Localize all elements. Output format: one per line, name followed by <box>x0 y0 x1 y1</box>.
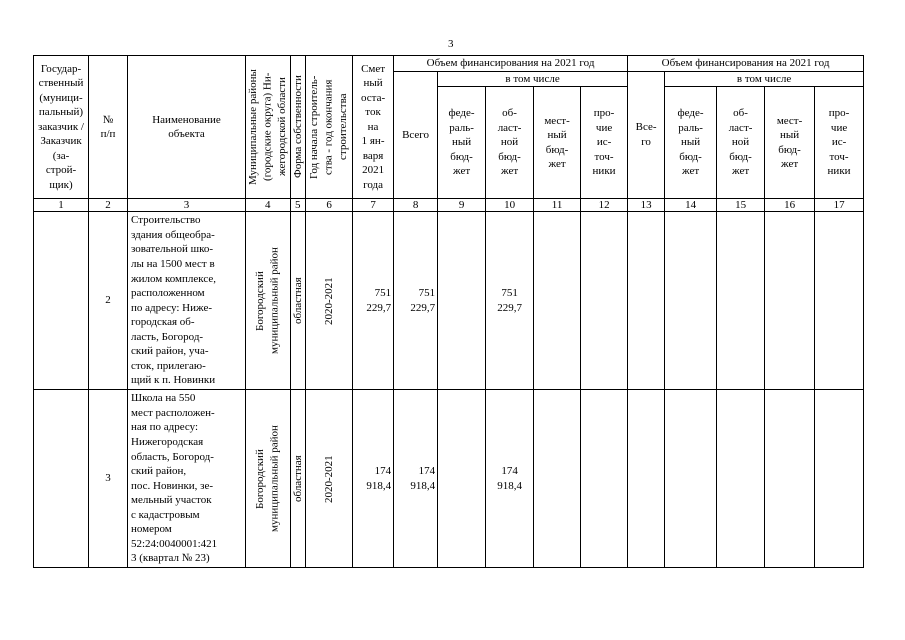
header-years: Год начала строитель- ства - год окончания строительства <box>308 75 350 179</box>
header-municipal-cell <box>246 56 291 199</box>
header-regional-1: об- ласт- ной бюд- жет <box>486 87 534 199</box>
investment-table <box>33 55 864 568</box>
row-total-1: 174 918,4 <box>394 390 438 568</box>
column-number: 17 <box>815 199 864 212</box>
row-municipal: Богородский муниципальный район <box>254 425 281 533</box>
row-regional-1: 174 918,4 <box>486 390 534 568</box>
header-including-1: в том числе <box>438 71 628 87</box>
row-federal-1 <box>438 390 486 568</box>
row-total-1: 751 229,7 <box>394 212 438 390</box>
row-customer <box>34 212 89 390</box>
header-financing-group-1: Объем финансирования на 2021 год <box>394 56 628 72</box>
header-municipal: Муниципальные районы (городские округа) Ни- жегородской области <box>247 69 289 185</box>
row-regional-2 <box>717 390 765 568</box>
row-other-2 <box>815 390 864 568</box>
row-local-2 <box>765 390 815 568</box>
row-local-2 <box>765 212 815 390</box>
column-number: 4 <box>246 199 291 212</box>
column-number-row <box>34 199 864 212</box>
row-object-name: Школа на 550 мест расположен- ная по адресу: Нижегородская область, Богород- ский район, пос. Новинки, зе- мельный участок с кадастровым номером 52:24:0040001:421 3 (квартал № 23) <box>128 390 246 568</box>
row-other-1 <box>581 390 628 568</box>
column-number: 12 <box>581 199 628 212</box>
row-balance: 751 229,7 <box>353 212 394 390</box>
header-local-1: мест- ный бюд- жет <box>534 87 581 199</box>
row-ownership: областная <box>291 455 304 502</box>
row-federal-2 <box>665 212 717 390</box>
column-number: 15 <box>717 199 765 212</box>
column-number: 8 <box>394 199 438 212</box>
row-other-1 <box>581 212 628 390</box>
header-regional-2: об- ласт- ной бюд- жет <box>717 87 765 199</box>
column-number: 9 <box>438 199 486 212</box>
row-other-2 <box>815 212 864 390</box>
header-including-2: в том числе <box>665 71 864 87</box>
row-years: 2020-2021 <box>322 276 335 325</box>
column-number: 7 <box>353 199 394 212</box>
column-number: 13 <box>628 199 665 212</box>
column-number: 16 <box>765 199 815 212</box>
header-number: № п/п <box>89 56 128 199</box>
row-federal-2 <box>665 390 717 568</box>
row-number: 2 <box>89 212 128 390</box>
header-local-2: мест- ный бюд- жет <box>765 87 815 199</box>
row-years: 2020-2021 <box>322 454 335 503</box>
header-financing-group-2: Объем финансирования на 2021 год <box>628 56 864 72</box>
row-local-1 <box>534 390 581 568</box>
row-customer <box>34 390 89 568</box>
column-number: 3 <box>128 199 246 212</box>
header-total-2: Все- го <box>628 71 665 199</box>
table-row <box>34 390 864 568</box>
column-number: 5 <box>290 199 306 212</box>
row-number: 3 <box>89 390 128 568</box>
page-number: 3 <box>448 38 454 50</box>
header-years-cell <box>306 56 353 199</box>
row-total-2 <box>628 212 665 390</box>
table-row <box>34 212 864 390</box>
row-local-1 <box>534 212 581 390</box>
header-object-name: Наименование объекта <box>128 56 246 199</box>
header-total-1: Всего <box>394 71 438 199</box>
row-ownership-cell <box>290 390 306 568</box>
row-years-cell <box>306 212 353 390</box>
row-federal-1 <box>438 212 486 390</box>
column-number: 10 <box>486 199 534 212</box>
row-regional-2 <box>717 212 765 390</box>
header-ownership: Форма собственности <box>291 75 304 179</box>
header-other-2: про- чие ис- точ- ники <box>815 87 864 199</box>
row-regional-1: 751 229,7 <box>486 212 534 390</box>
column-number: 11 <box>534 199 581 212</box>
column-number: 6 <box>306 199 353 212</box>
column-number: 2 <box>89 199 128 212</box>
header-federal-2: феде- раль- ный бюд- жет <box>665 87 717 199</box>
header-customer: Государ- ственный (муници- пальный) заказчик / Заказчик (за- строй- щик) <box>34 56 89 199</box>
row-object-name: Строительство здания общеобра- зовательной шко- лы на 1500 мест в жилом комплексе, расположенном по адресу: Ниже- городская об- ласть, Богород- ский район, уча- сток, прилегаю- щий к п. Новинки <box>128 212 246 390</box>
column-number: 1 <box>34 199 89 212</box>
row-years-cell <box>306 390 353 568</box>
row-total-2 <box>628 390 665 568</box>
header-balance: Смет ный оста- ток на 1 ян- варя 2021 года <box>353 56 394 199</box>
row-ownership-cell <box>290 212 306 390</box>
column-number: 14 <box>665 199 717 212</box>
header-federal-1: феде- раль- ный бюд- жет <box>438 87 486 199</box>
row-balance: 174 918,4 <box>353 390 394 568</box>
row-municipal-cell <box>246 212 291 390</box>
row-municipal-cell <box>246 390 291 568</box>
row-municipal: Богородский муниципальный район <box>254 247 281 355</box>
header-other-1: про- чие ис- точ- ники <box>581 87 628 199</box>
header-ownership-cell <box>290 56 306 199</box>
row-ownership: областная <box>291 277 304 324</box>
